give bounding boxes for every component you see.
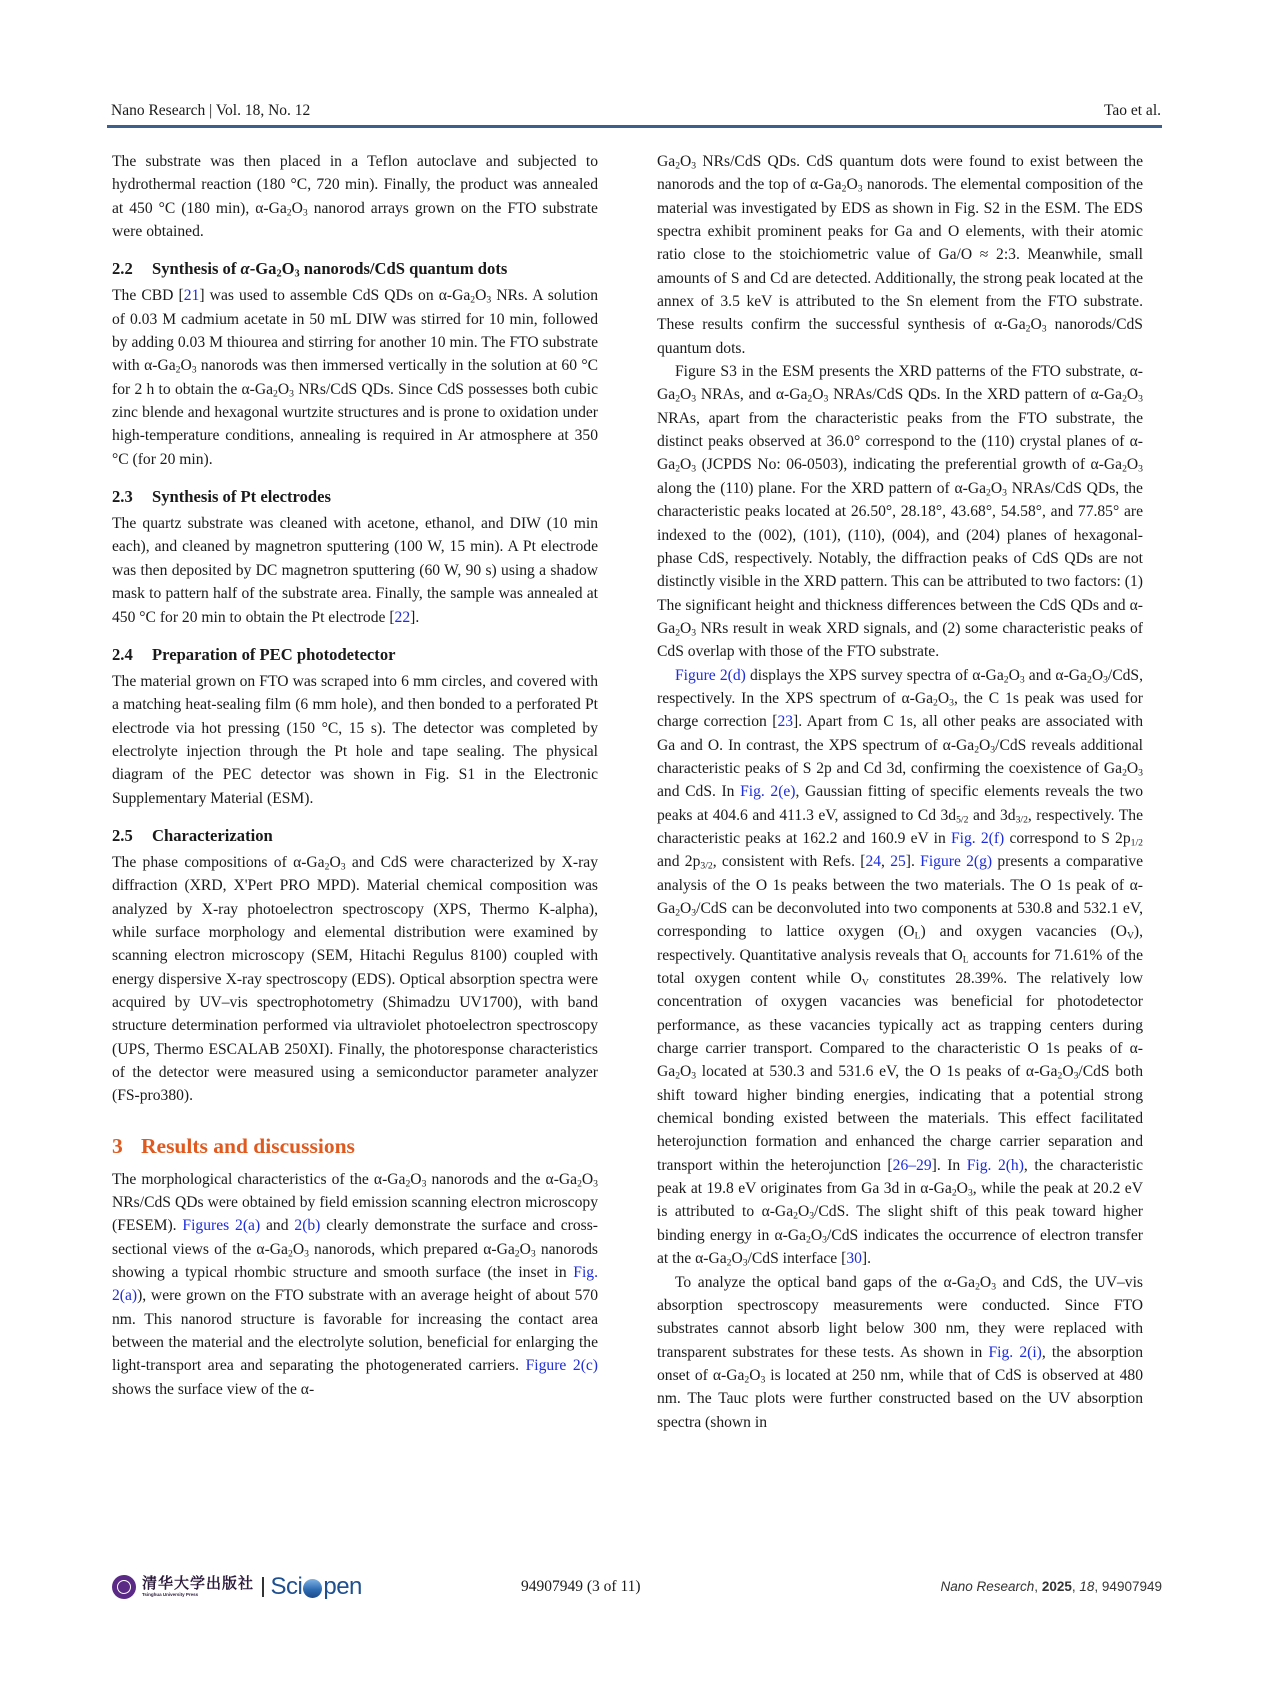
text-run: ].	[410, 608, 420, 626]
subscript: 3	[1073, 1070, 1079, 1082]
text-run: /CdS reveals additional characteristic peaks of S 2p and Cd 3d, confirming the coexistence of Ga	[657, 736, 1144, 777]
text-run: O	[1126, 386, 1139, 404]
subscript: 2	[975, 1280, 980, 1292]
subscript: 2	[405, 1178, 411, 1190]
subscript: 2	[974, 744, 980, 755]
subscript: 2	[841, 183, 847, 195]
text-run: ].	[905, 853, 921, 871]
subscript: 3	[304, 1248, 309, 1260]
cross-reference-link[interactable]: 22	[394, 608, 411, 626]
subscript: 2	[273, 388, 278, 400]
text-run: O	[979, 1273, 992, 1291]
text-run: clearly demonstrate the surface and cross-sectional views of the α-Ga	[112, 1217, 598, 1258]
cross-reference-link[interactable]: Figure 2(c)	[525, 1357, 599, 1375]
text-run: O	[519, 1240, 531, 1258]
subscript: 3	[1041, 323, 1047, 335]
subscript: 3	[1103, 673, 1108, 685]
citation-year: 2025	[1041, 1579, 1072, 1594]
text-run: , the absorption onset of α-Ga	[657, 1343, 1143, 1384]
text-run: O	[680, 619, 692, 637]
subscript: 3	[742, 1257, 748, 1269]
subscript: 5/2	[956, 814, 969, 826]
text-run: NRAs/CdS QDs, the characteristic peaks located at 26.50°, 28.18°, 43.68°, 54.58°, and 77.85° are indexed to the (002), (101), (110), (004), and (204) planes of hexagonal-phase CdS, respectively. Notably, the diffraction peaks of CdS QDs are not distinctly visible in the XRD pattern. This can be attributed to two factors: (1) The significant height and thickness differences between the CdS QDs and α-Ga	[657, 479, 1143, 637]
subscript: 2	[470, 294, 476, 306]
text-run: accounts for 71.61% of the total oxygen content while O	[657, 946, 1143, 988]
subscript: 3/2	[1015, 814, 1028, 826]
subscript: 3	[823, 393, 829, 405]
text-run: O	[680, 900, 692, 917]
text-run: The phase compositions of α-Ga	[112, 853, 325, 871]
text-run: NRs/CdS QDs. Since CdS possesses both cubic zinc blende and hexagonal wurtzite structures and is prone to oxidation under high-temperature conditions, annealing is required in Ar atmosphere at 350 °C (for 20 min).	[112, 380, 598, 468]
text-run: NRs/CdS QDs were obtained by field emission scanning electron microscopy (FESEM).	[112, 1194, 598, 1235]
subscript: 2	[1122, 463, 1127, 475]
text-run: O	[937, 689, 950, 707]
subscript: 3	[967, 1187, 973, 1199]
subscript: L	[914, 930, 921, 942]
sciopen-logo-prefix: Sci	[270, 1573, 303, 1600]
subscript: 3	[691, 627, 697, 639]
text-run: , the characteristic peak at 19.8 eV originates from Ga 3d in α-Ga	[657, 1156, 1143, 1198]
text-run: O	[956, 1180, 968, 1198]
text-run: nanorods and the α-Ga	[426, 1170, 578, 1188]
sciopen-logo	[271, 1573, 362, 1601]
subscript: 2	[675, 907, 681, 919]
subscript: 2	[514, 1248, 520, 1260]
subscript: 3	[691, 393, 697, 405]
cross-reference-link[interactable]: 26–29	[892, 1156, 932, 1174]
text-run: O	[329, 853, 341, 871]
text-run: Synthesis of Pt electrodes	[152, 487, 331, 507]
text-run: O	[749, 1366, 761, 1384]
subscript: 2	[276, 268, 282, 280]
body-paragraph	[112, 150, 598, 243]
body-paragraph	[657, 150, 1143, 360]
italic-text: α	[240, 259, 250, 279]
subscript: 2	[675, 1070, 681, 1082]
text-run: O	[475, 287, 487, 305]
body-paragraph	[112, 284, 598, 471]
text-run: O	[680, 386, 692, 404]
subscript: 3/2	[700, 860, 713, 872]
text-run: O	[812, 386, 824, 404]
text-run: presents a comparative analysis of the O 1s peaks between the two materials. The O 1s peak of α-Ga	[657, 853, 1143, 917]
cross-reference-link[interactable]: Figures 2(a)	[182, 1217, 261, 1235]
subscript: 2	[806, 1234, 811, 1246]
body-paragraph	[112, 670, 598, 810]
text-run: located at 530.3 and 531.6 eV, the O 1s peaks of α-Ga	[696, 1063, 1058, 1081]
cross-reference-link[interactable]: Fig. 2(i)	[988, 1343, 1042, 1361]
text-run: along the (110) plane. For the XRD pattern of α-Ga	[657, 479, 986, 497]
text-run: nanorods. The elemental composition of the material was investigated by EDS as shown in Fig. S2 in the ESM. The EDS spectra exhibit prominent peaks for Ga and O elements, with their atomic ratio close to the stoichiometric value of Ga/O ≈ 2:3. Meanwhile, small amounts of S and Cd are detected. Additionally, the strong peak located at the annex of 3.5 keV is attributed to the Sn element from the FTO substrate. These results confirm the successful synthesis of α-Ga	[657, 176, 1143, 334]
heading-number: 3	[112, 1133, 123, 1158]
text-run: Results and discussions	[141, 1133, 355, 1158]
subscript: 2	[933, 697, 938, 709]
subscript: 3	[294, 268, 300, 280]
text-run: Figure S3 in the ESM presents the XRD patterns of the FTO substrate, α-Ga	[657, 363, 1143, 404]
text-run: NRAs, and α-Ga	[696, 386, 808, 404]
citation-article-number: 94907949	[1101, 1579, 1162, 1594]
text-run: /CdS interface [	[747, 1250, 847, 1268]
cross-reference-link[interactable]: 30	[846, 1250, 862, 1268]
text-run: NRAs, apart from the characteristic peaks from the FTO substrate, the distinct peaks observed at 36.0° correspond to the (110) crystal planes of α-Ga	[657, 409, 1143, 474]
subscript: 1/2	[1130, 837, 1143, 849]
text-run: O	[292, 1240, 305, 1258]
text-run: O	[797, 1203, 810, 1221]
text-run: O	[291, 199, 303, 217]
text-run: and 3d	[968, 806, 1016, 824]
text-run: O	[990, 479, 1003, 497]
heading-number: 2.4	[112, 644, 133, 664]
cross-reference-link[interactable]: 23	[777, 713, 794, 731]
text-run: O	[1091, 666, 1104, 684]
author-running-head: Tao et al.	[1103, 102, 1161, 119]
sciopen-globe-icon	[303, 1579, 322, 1598]
running-header	[111, 100, 1161, 122]
text-run: /CdS. The slight shift of this peak toward higher binding energy in α-Ga	[657, 1203, 1144, 1244]
subscript: 3	[990, 744, 996, 755]
subscript: 3	[593, 1178, 598, 1190]
left-column	[112, 150, 598, 1401]
text-run: Ga	[657, 153, 676, 170]
subscript: 2	[175, 364, 181, 376]
cross-reference-link[interactable]: Fig. 2(f)	[951, 829, 1005, 847]
cross-reference-link[interactable]: Figure 2(g)	[920, 853, 993, 871]
subscript: 3	[486, 294, 492, 306]
subsection-heading	[112, 824, 598, 848]
subscript: 2	[675, 627, 681, 639]
text-run: O	[581, 1170, 594, 1188]
tsinghua-press-cn: 清华大学出版社	[142, 1574, 255, 1593]
text-run: O	[810, 1226, 823, 1244]
text-run: shows the surface view of the α-	[112, 1380, 315, 1398]
text-run: is located at 250 nm, while that of CdS is observed at 480 nm. The Tauc plots were further constructed based on the UV absorption spectra (shown in	[657, 1366, 1144, 1431]
body-paragraph	[657, 360, 1143, 663]
subscript: 2	[675, 160, 681, 172]
text-run: constitutes 28.39%. The relatively low concentration of oxygen vacancies was beneficial for photodetector performance, as these vacancies typically act as trapping centers during charge carrier transport. Compared to the characteristic O 1s peaks of α-Ga	[657, 970, 1143, 1081]
subsection-heading	[112, 485, 598, 509]
body-paragraph	[112, 512, 598, 629]
text-run: and CdS, the UV–vis absorption spectroscopy measurements were conducted. Since FTO substrates cannot absorb light below 300 nm, they were replaced with transparent substrates for these tests. As shown in	[657, 1273, 1144, 1361]
subscript: 3	[1019, 673, 1025, 685]
text-run: The material grown on FTO was scraped into 6 mm circles, and covered with a matching heat-sealing film (6 mm hole), and then bonded to a perforated Pt electrode via hot pressing (150 °C, 15 s). The detector was completed by electrolyte injection through the Pt hole and tape sealing. The physical diagram of the PEC detector was shown in Fig. S1 in the Electronic Supplementary Material (ESM).	[112, 672, 598, 807]
text-run: NRAs/CdS QDs. In the XRD pattern of α-Ga	[828, 386, 1123, 404]
text-run: O	[281, 259, 295, 279]
text-run: O	[979, 736, 991, 754]
text-run: Characterization	[152, 825, 273, 845]
subscript: 2	[287, 1248, 293, 1260]
cross-reference-link[interactable]: 21	[183, 287, 200, 305]
cross-reference-link[interactable]: 24	[865, 853, 882, 871]
text-run: O	[1062, 1063, 1074, 1081]
text-run: ] was used to assemble CdS QDs on α-Ga	[199, 287, 471, 305]
subscript: 2	[1057, 1070, 1063, 1082]
text-run: ), respectively. Quantitative analysis reveals that O	[657, 923, 1144, 964]
text-run: (JCPDS No: 06-0503), indicating the preferential growth of α-Ga	[696, 456, 1123, 474]
cross-reference-link[interactable]: 25	[890, 853, 906, 871]
text-run: /CdS indicates the occurrence of electron transfer at the α-Ga	[657, 1226, 1143, 1268]
text-run: Preparation of PEC photodetector	[152, 644, 396, 664]
subscript: 3	[691, 1070, 697, 1082]
text-run: O	[731, 1250, 743, 1268]
logo-divider	[262, 1577, 264, 1597]
text-run: ,	[881, 853, 891, 871]
subscript: 3	[302, 207, 308, 219]
text-run: nanorods/CdS quantum dots	[299, 259, 508, 279]
text-run: nanorods, which prepared α-Ga	[308, 1240, 515, 1258]
text-run: -Ga	[249, 259, 277, 279]
subscript: 2	[324, 861, 330, 873]
subscript: 3	[691, 463, 697, 475]
text-run: The morphological characteristics of the α-Ga	[112, 1170, 406, 1188]
article-citation: Nano Research, 2025, 18, 94907949	[940, 1579, 1162, 1594]
subscript: 3	[949, 697, 954, 709]
subscript: 2	[675, 463, 681, 475]
subscript: 2	[807, 393, 813, 405]
cross-reference-link[interactable]: Figure 2(d)	[675, 666, 746, 684]
cross-reference-link[interactable]: Fig. 2(e)	[740, 783, 796, 801]
text-run: O	[180, 357, 192, 375]
subscript: 3	[691, 160, 697, 172]
subscript: 2	[675, 393, 681, 405]
cross-reference-link[interactable]: Fig. 2(a)	[112, 1264, 598, 1305]
heading-number: 2.3	[112, 487, 133, 507]
text-run: O	[1030, 316, 1042, 334]
text-run: O	[680, 153, 692, 170]
body-paragraph	[657, 1271, 1143, 1434]
text-run: O	[1008, 666, 1020, 684]
journal-info: Nano Research | Vol. 18, No. 12	[111, 102, 311, 119]
text-run: correspond to S 2p	[1004, 829, 1131, 847]
subscript: 3	[1138, 767, 1143, 779]
text-run: The substrate was then placed in a Teflon autoclave and subjected to hydrothermal reaction (180 °C, 720 min). Finally, the product was annealed at 450 °C (180 min), α-Ga	[112, 153, 598, 217]
citation-journal: Nano Research	[940, 1579, 1035, 1594]
citation-volume: 18	[1079, 1579, 1095, 1594]
text-run: and	[260, 1217, 295, 1235]
subscript: 2	[1003, 673, 1009, 685]
subscript: 3	[530, 1248, 536, 1260]
text-run: NRs/CdS QDs. CdS quantum dots were found to exist between the nanorods and the top of α-Ga	[657, 153, 1143, 194]
subsection-heading	[112, 643, 598, 667]
subscript: 3	[191, 364, 197, 376]
body-paragraph	[657, 664, 1143, 1271]
text-run: The CBD [	[112, 287, 184, 305]
subscript: 2	[577, 1178, 582, 1190]
text-run: ].	[861, 1250, 871, 1268]
text-run: ]. In	[931, 1156, 967, 1174]
text-run: , Gaussian fitting of specific elements reveals the two peaks at 404.6 and 411.3 eV, assigned to Cd 3d	[657, 783, 1144, 824]
subscript: V	[861, 977, 869, 989]
text-run: O	[846, 176, 858, 194]
text-run: O	[1126, 759, 1139, 777]
sciopen-logo-suffix: pen	[323, 1573, 362, 1600]
text-run: , consistent with Refs. [	[712, 853, 866, 871]
subscript: 2	[1086, 673, 1092, 685]
text-run: and α-Ga	[1024, 666, 1087, 684]
heading-number: 2.2	[112, 259, 133, 279]
text-run: The quartz substrate was cleaned with acetone, ethanol, and DIW (10 min each), and cleaned by magnetron sputtering (100 W, 15 min). A Pt electrode was then deposited by DC magnetron sputtering (60 W, 90 s) using a shadow mask to pattern half of the substrate area. Finally, the sample was annealed at 450 °C for 20 min to obtain the Pt electrode [	[112, 515, 598, 626]
page-footer	[112, 1570, 1162, 1604]
subscript: 3	[809, 1210, 815, 1222]
subscript: 3	[760, 1374, 766, 1386]
subsection-heading	[112, 257, 598, 281]
cross-reference-link[interactable]: Fig. 2(h)	[966, 1156, 1024, 1174]
subscript: 2	[744, 1374, 750, 1386]
subscript: 2	[286, 207, 292, 219]
text-run: Synthesis of	[152, 259, 241, 279]
text-run: NRs. A solution of 0.03 M cadmium acetate in 50 mL DIW was stirred for 10 min, followed by adding 0.03 M thiourea and stirring for another 10 min. The FTO substrate with α-Ga	[112, 287, 599, 375]
text-run: nanorods/CdS quantum dots.	[657, 316, 1143, 357]
text-run: and CdS. In	[657, 783, 741, 801]
subscript: 3	[691, 907, 697, 919]
text-run: O	[680, 1063, 692, 1081]
text-run: ]. Apart from C 1s, all other peaks are associated with Ga and O. In contrast, the XPS spectrum of α-Ga	[657, 713, 1144, 754]
subscript: 3	[1138, 393, 1143, 405]
subscript: 2	[1122, 767, 1127, 779]
text-run: /CdS, respectively. In the XPS spectrum of α-Ga	[657, 666, 1144, 707]
page-number: 94907949 (3 of 11)	[521, 1578, 641, 1595]
subscript: 2	[726, 1257, 732, 1269]
text-run: ), were grown on the FTO substrate with an average height of about 570 nm. This nanorod structure is favorable for increasing the contact area between the material and the electrolyte solution, beneficial for enlarging the light-transport area and separating the photogenerated carriers.	[112, 1287, 598, 1375]
text-run: and CdS were characterized by X-ray diffraction (XRD, X'Pert PRO MPD). Material chemical composition was analyzed by X-ray photoelectron spectroscopy (XPS, Thermo K-alpha), while surface morphology and elemental distribution were examined by scanning electron microscopy (SEM, Hitachi Regulus 8100) coupled with energy dispersive X-ray spectroscopy (EDS). Optical absorption spectra were acquired by UV–vis spectrophotometry (Shimadzu UV1700), with band structure determination performed via ultraviolet photoelectron spectroscopy (UPS, Thermo ESCALAB 250XI). Finally, the photoresponse characteristics of the detector were measured using a semiconductor parameter analyzer (FS-pro380).	[112, 853, 598, 1105]
tsinghua-press-logo	[142, 1576, 254, 1598]
body-paragraph	[112, 1168, 598, 1401]
subscript: 3	[1002, 487, 1007, 499]
text-run: nanorod arrays grown on the FTO substrate were obtained.	[112, 199, 598, 241]
subscript: 3	[822, 1234, 827, 1246]
right-column	[657, 150, 1143, 1434]
cross-reference-link[interactable]: 2(b)	[294, 1217, 321, 1235]
text-run: , the C 1s peak was used for charge correction [	[657, 689, 1143, 731]
text-run: /CdS can be deconvoluted into two components at 530.8 and 532.1 eV, corresponding to lattice oxygen (O	[657, 900, 1143, 941]
text-run: To analyze the optical band gaps of the α-Ga	[675, 1273, 976, 1291]
tsinghua-seal-icon	[112, 1575, 136, 1599]
text-run: nanorods was then immersed vertically in the solution at 60 °C for 2 h to obtain the α-Ga	[112, 357, 598, 398]
text-run: O	[1126, 456, 1139, 474]
text-run: ) and oxygen vacancies (O	[920, 923, 1127, 941]
subscript: 3	[857, 183, 863, 195]
subscript: 2	[1025, 323, 1031, 335]
text-run: , respectively. The characteristic peaks at 162.2 and 160.9 eV in	[657, 806, 1143, 847]
subscript: 3	[421, 1178, 427, 1190]
text-run: nanorods showing a typical rhombic structure and smooth surface (the inset in	[112, 1240, 599, 1282]
text-run: /CdS both shift toward higher binding energies, indicating that a potential strong chemical bonding existed between the materials. This effect facilitated heterojunction formation and enhanced the charge carrier separation and transport within the heterojunction [	[657, 1063, 1144, 1174]
text-run: and 2p	[657, 853, 701, 871]
text-run: O	[410, 1170, 422, 1188]
text-run: NRs result in weak XRD signals, and (2) some characteristic peaks of CdS overlap with those of the FTO substrate.	[657, 619, 1143, 661]
subscript: 2	[1122, 393, 1127, 405]
header-rule	[107, 125, 1162, 128]
text-run: O	[277, 380, 290, 398]
section-heading	[112, 1132, 598, 1160]
text-run: displays the XPS survey spectra of α-Ga	[745, 666, 1004, 684]
body-paragraph	[112, 851, 598, 1108]
subscript: L	[962, 954, 969, 966]
text-run: O	[680, 456, 692, 474]
subscript: 2	[951, 1187, 957, 1199]
subscript: 3	[991, 1280, 997, 1292]
publisher-logos	[112, 1570, 362, 1604]
subscript: 2	[793, 1210, 798, 1222]
subscript: 3	[340, 861, 346, 873]
text-run: , while the peak at 20.2 eV is attributed to α-Ga	[657, 1180, 1143, 1221]
heading-number: 2.5	[112, 825, 133, 845]
subscript: 2	[986, 487, 991, 499]
tsinghua-press-en: Tsinghua University Press	[142, 1592, 199, 1598]
subscript: 3	[289, 388, 294, 400]
subscript: 3	[1138, 463, 1143, 475]
subscript: V	[1126, 930, 1134, 942]
